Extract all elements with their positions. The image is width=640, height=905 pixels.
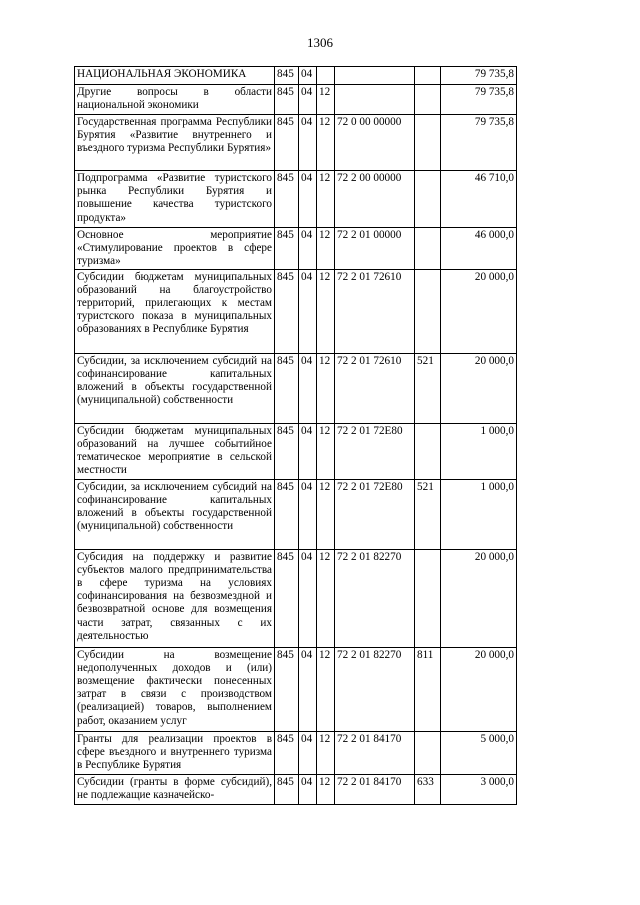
section-code: 04 xyxy=(299,647,317,731)
expense-type-code xyxy=(415,269,441,353)
section-code: 04 xyxy=(299,353,317,423)
expense-type-code xyxy=(415,67,441,85)
target-code: 72 2 01 84170 xyxy=(335,731,415,774)
subsection-code: 12 xyxy=(317,269,335,353)
target-code: 72 2 01 72610 xyxy=(335,269,415,353)
budget-table xyxy=(74,66,517,805)
row-name: Субсидии бюджетам муниципальных образований на лучшее событийное тематическое мероприятие в сельской местности xyxy=(75,423,275,479)
row-name: Субсидии, за исключением субсидий на софинансирование капитальных вложений в объекты государственной (муниципальной) собственности xyxy=(75,353,275,423)
expense-type-code xyxy=(415,115,441,171)
expense-type-code xyxy=(415,549,441,647)
table-row xyxy=(75,423,517,479)
row-name: Гранты для реализации проектов в сфере въездного и внутреннего туризма в Республике Бурятия xyxy=(75,731,275,774)
ministry-code: 845 xyxy=(275,423,299,479)
target-code: 72 2 01 00000 xyxy=(335,228,415,270)
section-code: 04 xyxy=(299,269,317,353)
table-row xyxy=(75,85,517,115)
amount-cell: 46 710,0 xyxy=(441,171,517,228)
ministry-code: 845 xyxy=(275,549,299,647)
target-code xyxy=(335,67,415,85)
table-row xyxy=(75,269,517,353)
expense-type-code: 521 xyxy=(415,479,441,549)
amount-cell: 20 000,0 xyxy=(441,269,517,353)
table-row xyxy=(75,228,517,270)
row-name: Другие вопросы в области национальной экономики xyxy=(75,85,275,115)
section-code: 04 xyxy=(299,731,317,774)
ministry-code: 845 xyxy=(275,269,299,353)
table-row xyxy=(75,549,517,647)
table-row xyxy=(75,479,517,549)
subsection-code: 12 xyxy=(317,423,335,479)
amount-cell: 3 000,0 xyxy=(441,774,517,804)
ministry-code: 845 xyxy=(275,774,299,804)
table-row xyxy=(75,774,517,804)
section-code: 04 xyxy=(299,479,317,549)
expense-type-code xyxy=(415,171,441,228)
expense-type-code xyxy=(415,228,441,270)
table-row xyxy=(75,353,517,423)
row-name: Субсидии бюджетам муниципальных образований на благоустройство территорий, прилегающих к местам туристского показа в муниципальных образованиях в Республике Бурятия xyxy=(75,269,275,353)
ministry-code: 845 xyxy=(275,171,299,228)
row-name: Государственная программа Республики Бурятия «Развитие внутреннего и въездного туризма Республики Бурятия» xyxy=(75,115,275,171)
row-name: НАЦИОНАЛЬНАЯ ЭКОНОМИКА xyxy=(75,67,275,85)
target-code: 72 2 00 00000 xyxy=(335,171,415,228)
subsection-code: 12 xyxy=(317,479,335,549)
subsection-code xyxy=(317,67,335,85)
subsection-code: 12 xyxy=(317,549,335,647)
amount-cell: 5 000,0 xyxy=(441,731,517,774)
row-name: Субсидии, за исключением субсидий на софинансирование капитальных вложений в объекты государственной (муниципальной) собственности xyxy=(75,479,275,549)
target-code: 72 0 00 00000 xyxy=(335,115,415,171)
amount-cell: 20 000,0 xyxy=(441,549,517,647)
section-code: 04 xyxy=(299,171,317,228)
row-name: Субсидии (гранты в форме субсидий), не подлежащие казначейско- xyxy=(75,774,275,804)
ministry-code: 845 xyxy=(275,353,299,423)
section-code: 04 xyxy=(299,423,317,479)
row-name: Субсидия на поддержку и развитие субъектов малого предпринимательства в сфере туризма на условиях софинансирования на безвозмездной и безвозвратной основе для возмещения части затрат, связанных с их деятельностью xyxy=(75,549,275,647)
subsection-code: 12 xyxy=(317,85,335,115)
subsection-code: 12 xyxy=(317,171,335,228)
amount-cell: 1 000,0 xyxy=(441,479,517,549)
target-code: 72 2 01 72Е80 xyxy=(335,479,415,549)
expense-type-code: 521 xyxy=(415,353,441,423)
table-row xyxy=(75,115,517,171)
amount-cell: 79 735,8 xyxy=(441,85,517,115)
ministry-code: 845 xyxy=(275,67,299,85)
ministry-code: 845 xyxy=(275,115,299,171)
subsection-code: 12 xyxy=(317,731,335,774)
section-code: 04 xyxy=(299,85,317,115)
row-name: Подпрограмма «Развитие туристского рынка Республики Бурятия и повышение качества туристского продукта» xyxy=(75,171,275,228)
amount-cell: 79 735,8 xyxy=(441,67,517,85)
amount-cell: 20 000,0 xyxy=(441,353,517,423)
section-code: 04 xyxy=(299,228,317,270)
target-code xyxy=(335,85,415,115)
section-code: 04 xyxy=(299,115,317,171)
amount-cell: 1 000,0 xyxy=(441,423,517,479)
amount-cell: 46 000,0 xyxy=(441,228,517,270)
target-code: 72 2 01 84170 xyxy=(335,774,415,804)
target-code: 72 2 01 82270 xyxy=(335,549,415,647)
target-code: 72 2 01 72610 xyxy=(335,353,415,423)
expense-type-code: 633 xyxy=(415,774,441,804)
ministry-code: 845 xyxy=(275,85,299,115)
table-row xyxy=(75,67,517,85)
ministry-code: 845 xyxy=(275,479,299,549)
amount-cell: 20 000,0 xyxy=(441,647,517,731)
expense-type-code xyxy=(415,731,441,774)
subsection-code: 12 xyxy=(317,774,335,804)
target-code: 72 2 01 72Е80 xyxy=(335,423,415,479)
section-code: 04 xyxy=(299,549,317,647)
subsection-code: 12 xyxy=(317,647,335,731)
subsection-code: 12 xyxy=(317,353,335,423)
row-name: Основное мероприятие «Стимулирование проектов в сфере туризма» xyxy=(75,228,275,270)
row-name: Субсидии на возмещение недополученных доходов и (или) возмещение фактически понесенных затрат в связи с производством (реализацией) товаров, выполнением работ, оказанием услуг xyxy=(75,647,275,731)
ministry-code: 845 xyxy=(275,647,299,731)
expense-type-code xyxy=(415,85,441,115)
subsection-code: 12 xyxy=(317,228,335,270)
subsection-code: 12 xyxy=(317,115,335,171)
ministry-code: 845 xyxy=(275,228,299,270)
table-row xyxy=(75,731,517,774)
ministry-code: 845 xyxy=(275,731,299,774)
section-code: 04 xyxy=(299,774,317,804)
table-row xyxy=(75,171,517,228)
section-code: 04 xyxy=(299,67,317,85)
amount-cell: 79 735,8 xyxy=(441,115,517,171)
expense-type-code xyxy=(415,423,441,479)
table-row xyxy=(75,647,517,731)
page-number: 1306 xyxy=(307,35,333,50)
expense-type-code: 811 xyxy=(415,647,441,731)
target-code: 72 2 01 82270 xyxy=(335,647,415,731)
